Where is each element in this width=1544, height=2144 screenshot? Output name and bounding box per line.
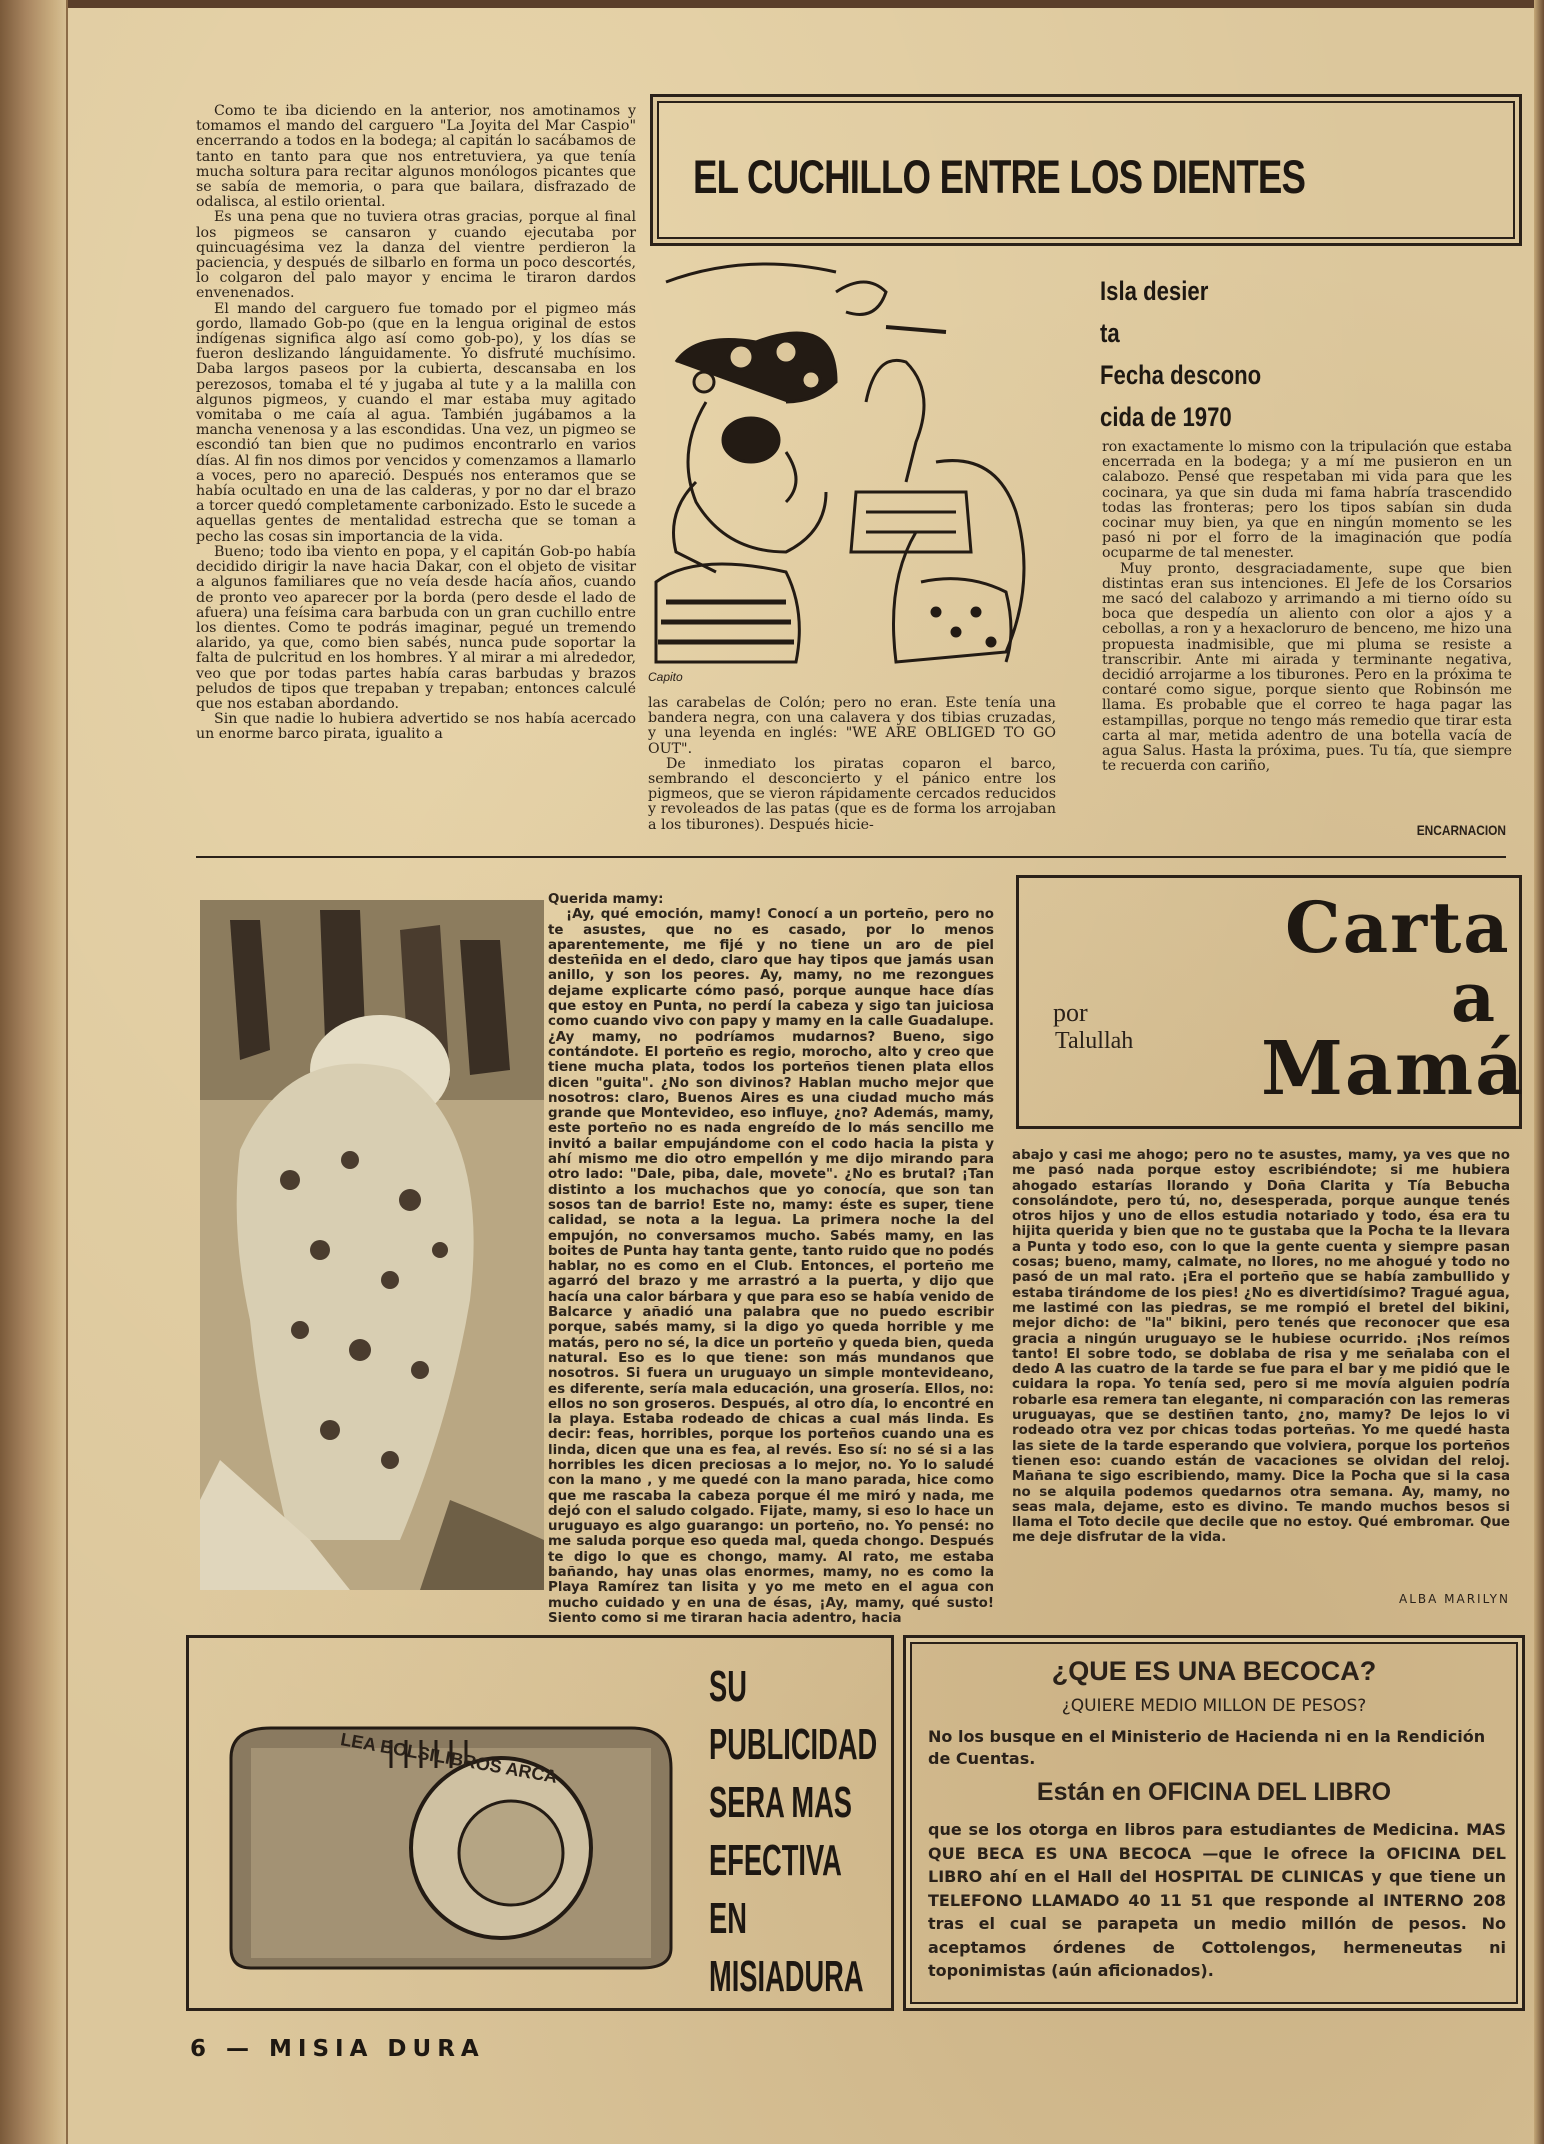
page-number: 6 xyxy=(190,2036,213,2062)
heading-word-carta: Carta xyxy=(1285,886,1511,969)
article1-column1 xyxy=(196,104,636,743)
becoca-heading: Están en OFICINA DEL LIBRO xyxy=(1036,1778,1392,1806)
article1-paragraph: ron exactamente lo mismo con la tripulación que estaba encerrada en la bodega; y a mí me pusieron en un calabozo. Pensé que respetaban mi vida para que les cocinara, ya que sin duda mi fama habría trascendido todas las fronteras; pero los tipos sabían sin duda cocinar muy bien, ya que en ningún momento se les pasó ni por el forro de la imaginación que podía ocuparme de tal menester. xyxy=(1102,439,1512,562)
article1-column3 xyxy=(1102,440,1512,774)
byline-name: Talullah xyxy=(1055,1028,1134,1054)
article1-title: EL CUCHILLO ENTRE LOS DIENTES xyxy=(693,150,1306,203)
beach-photo xyxy=(200,900,544,1590)
dateline-line: ta xyxy=(1100,318,1120,348)
photo-image xyxy=(200,900,544,1590)
article1-paragraph: Como te iba diciendo en la anterior, nos amotinamos y tomamos el mando del carguero "La Joyita del Mar Caspio" encerrando a todos en la bodega; al capitán lo sacábamos de tanto en tanto para que nos entretuviera, ya que tenía mucha soltura para recitar algunos monólogos picantes que se sabía de memoria, o para que bailara, disfrazado de odalisca, al estilo oriental. xyxy=(196,103,636,211)
footer-separator: — xyxy=(226,2036,256,2062)
page-binding xyxy=(0,0,68,2144)
becoca-subtitle: ¿QUIERE MEDIO MILLON DE PESOS? xyxy=(1061,1696,1367,1716)
advertisement-publicity xyxy=(186,1635,894,2011)
ad-line: SERA MAS xyxy=(709,1778,852,1827)
becoca-body: que se los otorga en libros para estudiantes de Medicina. MAS QUE BECA ES UNA BECOCA —que le ofrece la OFICINA DEL LIBRO ahí en el Hall del HOSPITAL DE CLINICAS y que tiene un TELEFONO LLAMADO 40 11 51 que responde al INTERNO 208 tras el cual se parapeta un medio millón de pesos. No aceptamos órdenes de Cottolengos, hermeneutas ni toponimistas (aún aficionados). xyxy=(928,1820,1506,1980)
article1-paragraph: las carabelas de Colón; pero no eran. Este tenía una bandera negra, con una calavera y dos tibias cruzadas, y una leyenda en inglés: "WE ARE OBLIGED TO GO OUT". xyxy=(648,695,1056,757)
advertisement-becoca xyxy=(903,1635,1525,2011)
article1-column2 xyxy=(648,696,1056,833)
letter-signature: ALBA MARILYN xyxy=(1399,1592,1510,1606)
publication-name: MISIA DURA xyxy=(269,2036,485,2062)
letter-column1 xyxy=(548,892,994,1626)
article1-paragraph: Bueno; todo iba viento en popa, y el capitán Gob-po había decidido dirigir la nave hacia Dakar, con el objeto de visitar a algunos familiares que no veía desde hacía años, cuando de pronto veo aparecer por la borda (pero desde el lado de afuera) una feísima cara barbuda con un gran cuchillo entre los dientes. Como te podrás imaginar, pegué un tremendo alarido, ya que, como bien sabés, nunca pude soportar la falta de pulcritud en los hombres. Y al mirar a mi alrededor, veo que por todas partes había caras barbudas y brazos peludos de tipos que trepaban y trepaban; entonces calculé que nos estaban abordando. xyxy=(196,543,636,712)
article1-paragraph: De inmediato los piratas coparon el barco, sembrando el desconcierto y el pánico entre los pigmeos, que se vieron rápidamente cercados reducidos y revoleados de las patas (que es de forma los arrojaban a los tiburones). Después hicie- xyxy=(648,755,1056,833)
article1-paragraph: Sin que nadie lo hubiera advertido se nos había acercado un enorme barco pirata, igualito a xyxy=(196,711,636,743)
byline-prefix: por xyxy=(1053,998,1088,1027)
pirate-illustration xyxy=(636,252,1054,692)
article1-paragraph: Muy pronto, desgraciadamente, supe que bien distintas eran sus intenciones. El Jefe de los Corsarios me sacó del calabozo y arrimando a mi tierno oído su boca que despedía un aliento con olor a ajos y a cebollas, a ron y a hexacloruro de benceno, me hizo una propuesta inadmisible, que mi pluma se resiste a transcribir. Ante mi airada y terminante negativa, decidió arrojarme a los tiburones. Pero en la próxima te contaré como sigue, porque siento que Robinsón me llama. Es probable que el correo te haga pagar las estampillas, porque no tengo más remedio que tirar esta carta al mar, metida adentro de una botella vacía de agua Salus. Hasta la próxima, pues. Tu tía, que siempre te recuerda con cariño, xyxy=(1102,560,1512,775)
ad-line: PUBLICIDAD xyxy=(709,1720,878,1769)
dateline-line: cida de 1970 xyxy=(1100,402,1232,432)
ad-line: EN xyxy=(709,1894,747,1943)
ad-line: EFECTIVA xyxy=(709,1836,842,1885)
letter-body-part2: abajo y casi me ahogo; pero no te asustes, mamy, ya ves que no me pasó nada porque estoy escribiéndote; si me hubiera ahogado estarías llorando y Doña Clarita y Tía Bebucha consolándote, pero tú, no, desesperada, porque aunque tenés otros hijos y uno de ellos estudia notariado y todo, ésa era tu hijita querida y bien que no te gustaba que la Pocha te la llevara a Punta y todo eso, con lo que la gente cuenta y siempre pasan cosas; bueno, mamy, calmate, no llores, no me ahogué y todo no pasó de un mal rato. ¡Era el porteño que se había zambullido y estaba tirándome de los pies! ¿No es divertidísimo? Tragué agua, me lastimé con las piedras, se me rompió el bretel del bikini, mejor dicho: de "la" bikini, pero tenés que reconocer que esa gracia a ningún uruguayo se le hubiese ocurrido. ¡Nos reímos tanto! El sobre todo, se doblaba de risa y me señalaba con el dedo A las cuatro de la tarde se fue para el bar y me pidió que le cuidara la ropa. Yo tenía sed, pero si me movía alguien podría robarle esa remera tan elegante, ni comparación con las remeras uruguayas, que se destiñen tanto, ¿no, mamy? De lejos lo vi rodeado otra vez por chicas todas porteñas. Yo me quedé hasta las siete de la tarde esperando que volviera, porque los porteños tienen eso: cuando están de vacaciones se olvidan del reloj. Mañana te sigo escribiendo, mamy. Dice la Pocha que si la casa no se alquila podemos quedarnos otra semana. Ay, mamy, no seas mala, dejame, esto es divino. Te mando muchos besos si llama el Toto decile que decile que no estoy. Qué embromar. Que me deje disfrutar de la vida. xyxy=(1012,1148,1510,1546)
letter-heading-box xyxy=(1016,875,1526,1129)
article1-paragraph: Es una pena que no tuviera otras gracias, porque al final los pigmeos se cansaron y cuando ejecutaba por quincuagésima vez la danza del vientre perdieron la paciencia, y después de silbarlo en forma un poco descortés, lo colgaron del palo mayor y encima le tiraron dardos envenenados. xyxy=(196,209,636,302)
page-top-edge xyxy=(0,0,1544,8)
article1-paragraph: El mando del carguero fue tomado por el pigmeo más gordo, llamado Gob-po (que en la lengua original de estos indígenas significa algo así como gob-po), y los días se fueron deslizando lánguidamente. Yo disfruté muchísimo. Daba largos paseos por la cubierta, descansaba en los perezosos, tomaba el té y jugaba al tute y a la malilla con algunos pigmeos, y cuando el mar estaba muy agitado vomitaba o me caía al agua. También jugábamos a la mancha venenosa y a las escondidas. Una vez, un pigmeo se escondió tan bien que no pudimos encontrarlo en varios días. Al fin nos dimos por vencidos y comenzamos a llamarlo a voces, pero no apareció. Después nos enteramos que se había ocultado en una de las calderas, y por no dar el brazo a torcer quedó completamente carbonizado. Esto le sucede a aquellas gentes de mentalidad estrecha que se toman a pecho las cosas sin importancia de la vida. xyxy=(196,300,636,545)
dateline-line: Isla desier xyxy=(1100,276,1209,306)
pirate-drawing xyxy=(636,252,1054,692)
heading-word-mama: Mamá xyxy=(1261,1026,1526,1112)
page-footer xyxy=(190,2036,485,2062)
letter-column2 xyxy=(1012,1148,1510,1546)
ad-line: SU xyxy=(709,1662,747,1711)
radio-label: LEA BOLSILIBROS ARCA xyxy=(339,1729,559,1787)
illustration-signature: Capito xyxy=(648,670,683,684)
article1-signature: ENCARNACION xyxy=(1416,822,1506,838)
becoca-intro: No los busque en el Ministerio de Hacienda ni en la Rendición de Cuentas. xyxy=(928,1727,1486,1768)
becoca-title: ¿QUE ES UNA BECOCA? xyxy=(1051,1656,1377,1686)
dateline-line: Fecha descono xyxy=(1100,360,1262,390)
ad-line: MISIADURA xyxy=(709,1952,864,2001)
letter-greeting: Querida mamy: xyxy=(548,892,664,907)
letter-body-part1: ¡Ay, qué emoción, mamy! Conocí a un porteño, pero no te asustes, que no es casado, por lo menos aparentemente, me fijé y no tiene un aro de piel desteñida en el dedo, claro que hay tipos que jamás usan anillo, y son los peores. Ay, mamy, no me rezongues dejame explicarte cómo pasó, porque aunque hace días que estoy en Punta, no perdí la cabeza y sigo tan juiciosa como cuando vivo con papy y mamy en la calle Guadalupe. ¿Ay mamy, no podríamos mudarnos? Bueno, sigo contándote. El porteño es regio, morocho, alto y creo que tiene mucha plata, todos los porteños tienen plata ellos dicen "guita". ¿No son divinos? Hablan mucho mejor que nosotros: claro, Buenos Aires es una ciudad mucho más grande que Montevideo, eso influye, ¿no? Además, mamy, este porteño no es nada engreído de lo más sencillo me invitó a bailar empujándome con el codo hacia la pista y ahí mismo me dio otro empellón y me dijo mirando para otro lado: "Dale, piba, dale, movete". ¿No es brutal? ¡Tan distinto a los muchachos que yo conocía, que son tan sosos tan de barrio! Este no, mamy: éste es super, tiene calidad, se nota a la legua. La primera noche la del empujón, no conversamos mucho. Sabés mamy, en las boites de Punta hay tanta gente, tanto ruido que no podés hablar, no es como en el Club. Entonces, el porteño me agarró del brazo y me arrastró a la puerta, y dijo que hacía una calor bárbara y que para eso se había venido de Balcarce y añadió una palabra que no puedo escribir porque, sabés mamy, si la digo yo queda horrible y me matás, pero no sé, la dice un porteño y queda bien, queda natural. Eso es lo que tiene: son más mundanos que nosotros. Si fuera un uruguayo un simple montevideano, es diferente, sería mala educación, una grosería. Ellos, no: ellos no son groseros. Después, al otro día, lo encontré en la playa. Estaba rodeado de chicas a cual más linda. Es decir: feas, horribles, porque los porteños cuando una es linda, dicen que una es fea, al revés. Eso sí: no sé si a las horribles les dicen preciosas a lo mejor, no. Yo lo saludé con la mano , y me quedé con la mano parada, hice como que me rascaba la cabeza porque él me miró y nada, me dejó con el saludo colgado. Fijate, mamy, si eso lo hace un uruguayo es algo guarango: un porteño, no. Yo pensé: no me saluda porque eso queda mal, queda chongo. Después te digo lo que es chongo, mamy. Al rato, me estaba bañando, hay unas olas enormes, mamy, no es como la Playa Ramírez tan lisita y yo me meto en el agua con mucho cuidado y en una de ésas, ¡Ay, mamy, qué susto! Siento como si me tiraran hacia adentro, hacia xyxy=(548,907,994,1626)
heading-word-a: a xyxy=(1451,958,1498,1038)
article1-title-box xyxy=(650,94,1522,246)
page-right-edge xyxy=(1534,0,1544,2144)
section-divider xyxy=(196,856,1506,858)
article1-dateline xyxy=(1100,270,1264,438)
